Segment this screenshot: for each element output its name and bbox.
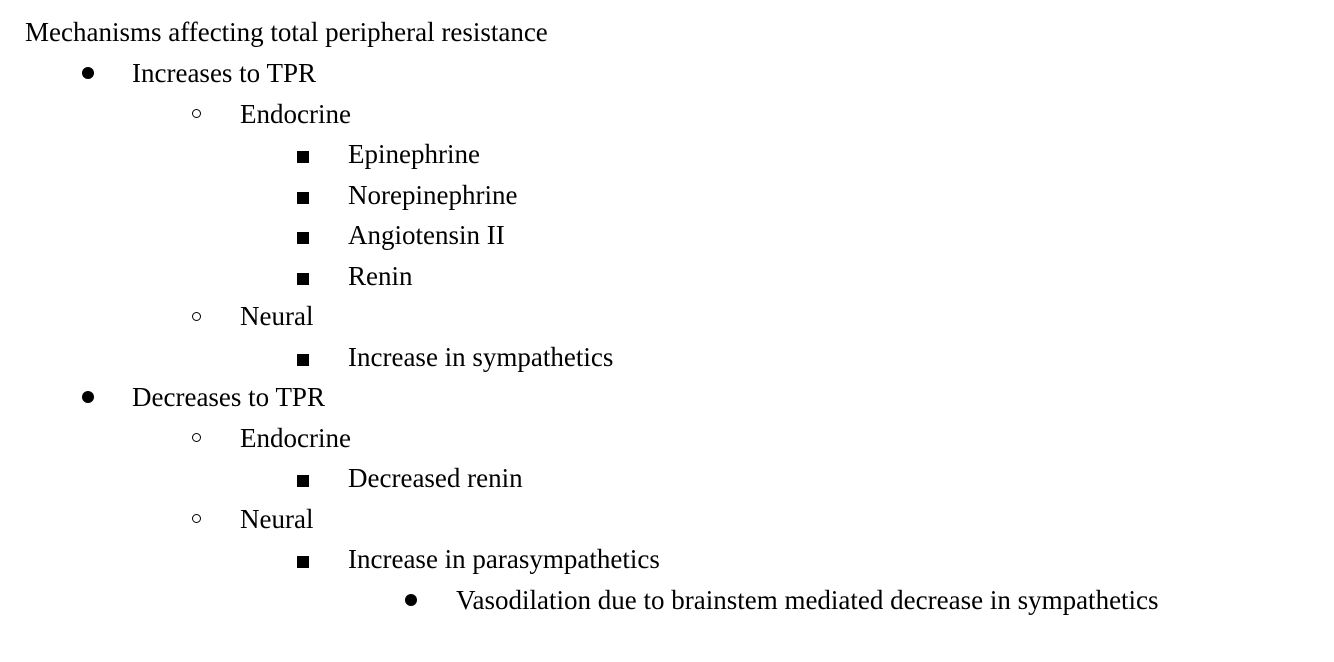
- document-title: Mechanisms affecting total peripheral resistance: [25, 17, 548, 47]
- list-item-label: Angiotensin II: [348, 220, 505, 250]
- square-bullet-icon: [293, 339, 313, 375]
- disc-shape: [82, 391, 94, 403]
- circle-bullet-icon: [186, 96, 206, 132]
- square-shape: [297, 151, 309, 163]
- disc-bullet-icon: [78, 55, 98, 91]
- square-bullet-icon: [293, 541, 313, 577]
- square-shape: [297, 556, 309, 568]
- list-item-label: Decreases to TPR: [132, 382, 325, 412]
- square-bullet-icon: [293, 217, 313, 253]
- circle-shape: [192, 109, 201, 118]
- list-item-label: Epinephrine: [348, 139, 480, 169]
- square-shape: [297, 192, 309, 204]
- square-shape: [297, 273, 309, 285]
- square-bullet-icon: [293, 258, 313, 294]
- disc-bullet-icon: [401, 582, 421, 618]
- circle-shape: [192, 514, 201, 523]
- square-shape: [297, 232, 309, 244]
- list-item-label: Norepinephrine: [348, 179, 518, 210]
- square-shape: [297, 475, 309, 487]
- circle-shape: [192, 312, 201, 321]
- list-item-label: Decreased renin: [348, 463, 523, 493]
- circle-bullet-icon: [186, 420, 206, 456]
- list-item-label: Endocrine: [240, 422, 351, 453]
- square-bullet-icon: [293, 177, 313, 213]
- list-item-label: Neural: [240, 301, 314, 331]
- circle-bullet-icon: [186, 501, 206, 537]
- disc-shape: [405, 594, 417, 606]
- list-item-label: Neural: [240, 503, 314, 534]
- disc-bullet-icon: [78, 379, 98, 415]
- list-item-label: Vasodilation due to brainstem mediated decrease in sympathetics: [456, 584, 1159, 615]
- circle-shape: [192, 433, 201, 442]
- disc-shape: [82, 67, 94, 79]
- square-shape: [297, 354, 309, 366]
- list-item-label: Increases to TPR: [132, 58, 316, 88]
- list-item-label: Endocrine: [240, 98, 351, 129]
- list-item-label: Increase in parasympathetics: [348, 544, 660, 574]
- square-bullet-icon: [293, 136, 313, 172]
- square-bullet-icon: [293, 460, 313, 496]
- circle-bullet-icon: [186, 298, 206, 334]
- list-item-label: Increase in sympathetics: [348, 341, 614, 372]
- list-item-label: Renin: [348, 260, 413, 291]
